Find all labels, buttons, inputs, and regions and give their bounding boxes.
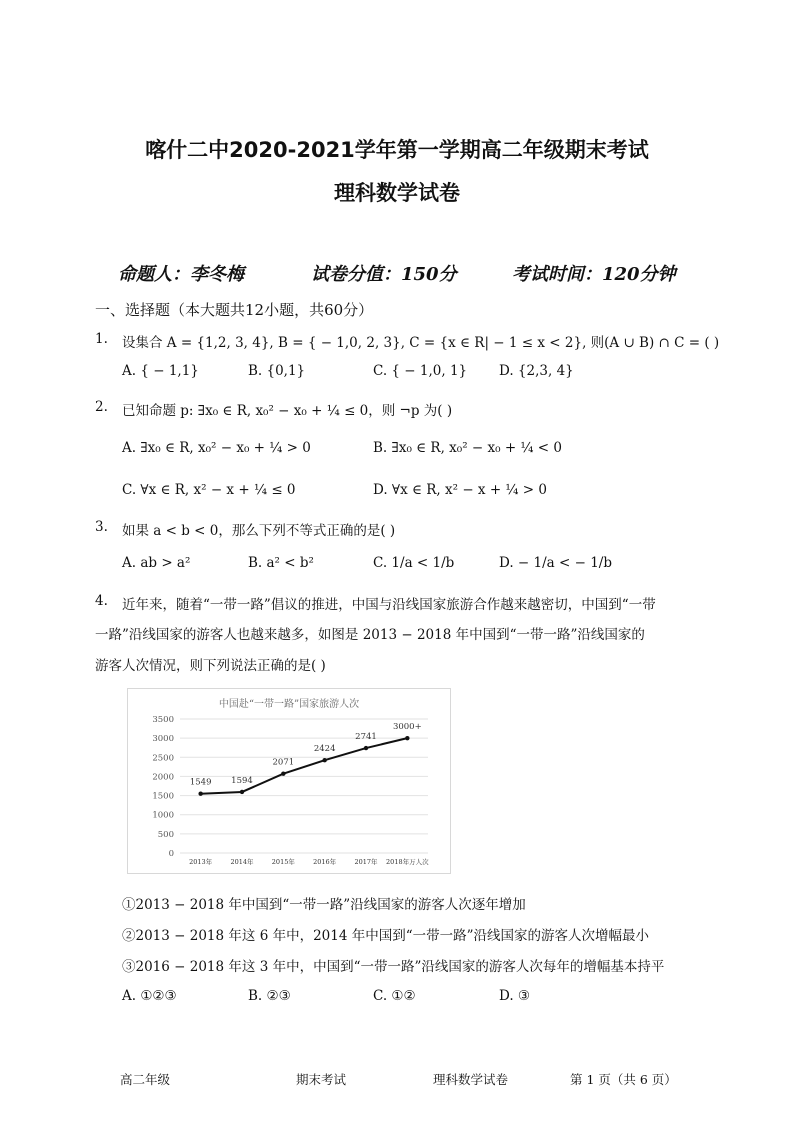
data-label: 2071 (272, 757, 295, 768)
score-line: 试卷分值：150分 (311, 264, 457, 285)
x-tick-label: 2015年 (271, 858, 295, 866)
time-line: 考试时间：120分钟 (512, 264, 676, 285)
option-d: D. ③ (499, 988, 531, 1004)
option-b: B. a² < b² (248, 555, 314, 571)
y-tick-label: 1500 (152, 791, 174, 802)
data-point (364, 746, 368, 750)
data-point (240, 790, 244, 794)
option-b: B. ②③ (248, 988, 291, 1004)
option-d: D. − 1/a < − 1/b (499, 555, 612, 571)
question-text: 如果 a < b < 0，那么下列不等式正确的是( ) (122, 523, 396, 539)
data-point (405, 736, 409, 740)
x-tick-label: 2014年 (230, 858, 254, 866)
y-tick-label: 3500 (152, 715, 174, 725)
y-tick-label: 2000 (152, 772, 174, 783)
footer-grade: 高二年级 (120, 1072, 171, 1087)
line-chart (127, 688, 451, 874)
data-label: 3000+ (392, 722, 422, 733)
x-tick-label: 2013年 (189, 858, 213, 866)
y-tick-label: 3000 (152, 734, 174, 745)
data-label: 2424 (313, 744, 336, 755)
question-line: 一路”沿线国家的游客人也越来越多，如图是 2013 − 2018 年中国到“一带一路”沿线国家的 (95, 627, 645, 643)
y-tick-label: 500 (157, 829, 174, 840)
footer-subject: 理科数学试卷 (433, 1072, 509, 1087)
option-c: C. ①② (373, 988, 416, 1004)
question-number: 1. (95, 331, 108, 347)
footer-exam: 期末考试 (296, 1072, 347, 1087)
question-line: 游客人次情况，则下列说法正确的是( ) (95, 658, 326, 674)
exam-subtitle: 理科数学试卷 (334, 181, 460, 205)
data-label: 1549 (189, 777, 212, 788)
x-tick-label: 2018年万人次 (386, 858, 429, 866)
statement-1: ①2013 − 2018 年中国到“一带一路”沿线国家的游客人次逐年增加 (122, 897, 526, 913)
data-label: 1594 (231, 775, 253, 786)
option-d: D. {2,3, 4} (499, 363, 574, 379)
option-b: B. ∃x₀ ∈ R, x₀² − x₀ + ¼ < 0 (373, 440, 562, 456)
question-number: 3. (95, 519, 108, 535)
option-c: C. ∀x ∈ R, x² − x + ¼ ≤ 0 (122, 482, 296, 498)
question-number: 2. (95, 399, 108, 415)
data-point (281, 772, 285, 776)
statement-2: ②2013 − 2018 年这 6 年中，2014 年中国到“一带一路”沿线国家的游客人次增幅最小 (122, 928, 650, 944)
chart-title: 中国赴“一带一路”国家旅游人次 (218, 699, 360, 710)
option-b: B. {0,1} (248, 363, 306, 379)
option-d: D. ∀x ∈ R, x² − x + ¼ > 0 (373, 482, 548, 498)
option-a: A. ∃x₀ ∈ R, x₀² − x₀ + ¼ > 0 (122, 440, 311, 456)
data-label: 2741 (355, 732, 377, 743)
option-a: A. ①②③ (122, 988, 177, 1004)
data-point (198, 791, 202, 795)
question-text: 已知命题 p: ∃x₀ ∈ R, x₀² − x₀ + ¼ ≤ 0，则 ¬p 为( ) (122, 403, 453, 419)
data-point (322, 758, 326, 762)
author-line: 命题人：李冬梅 (118, 264, 244, 285)
option-c: C. { − 1,0, 1} (373, 363, 468, 379)
x-tick-label: 2016年 (313, 858, 337, 866)
option-a: A. { − 1,1} (122, 363, 199, 379)
question-line: 近年来，随着“一带一路”倡议的推进，中国与沿线国家旅游合作越来越密切，中国到“一带 (122, 597, 656, 613)
exam-title: 喀什二中2020-2021学年第一学期高二年级期末考试 (145, 138, 649, 162)
x-tick-label: 2017年 (354, 858, 378, 866)
y-tick-label: 1000 (152, 810, 174, 821)
option-a: A. ab > a² (122, 555, 191, 571)
question-number: 4. (95, 593, 108, 609)
option-c: C. 1/a < 1/b (373, 555, 455, 571)
line-chart-svg (128, 689, 450, 873)
statement-3: ③2016 − 2018 年这 3 年中，中国到“一带一路”沿线国家的游客人次每年的增幅基本持平 (122, 959, 665, 975)
section-heading: 一、选择题（本大题共12小题，共60分） (95, 301, 374, 319)
question-text: 设集合 A = {1,2, 3, 4}, B = { − 1,0, 2, 3}, C = {x ∈ R| − 1 ≤ x < 2}, 则(A ∪ B) ∩ C = ( ) (122, 335, 720, 351)
y-tick-label: 2500 (152, 753, 174, 764)
y-tick-label: 0 (168, 849, 174, 859)
footer-page: 第 1 页（共 6 页） (570, 1072, 677, 1087)
